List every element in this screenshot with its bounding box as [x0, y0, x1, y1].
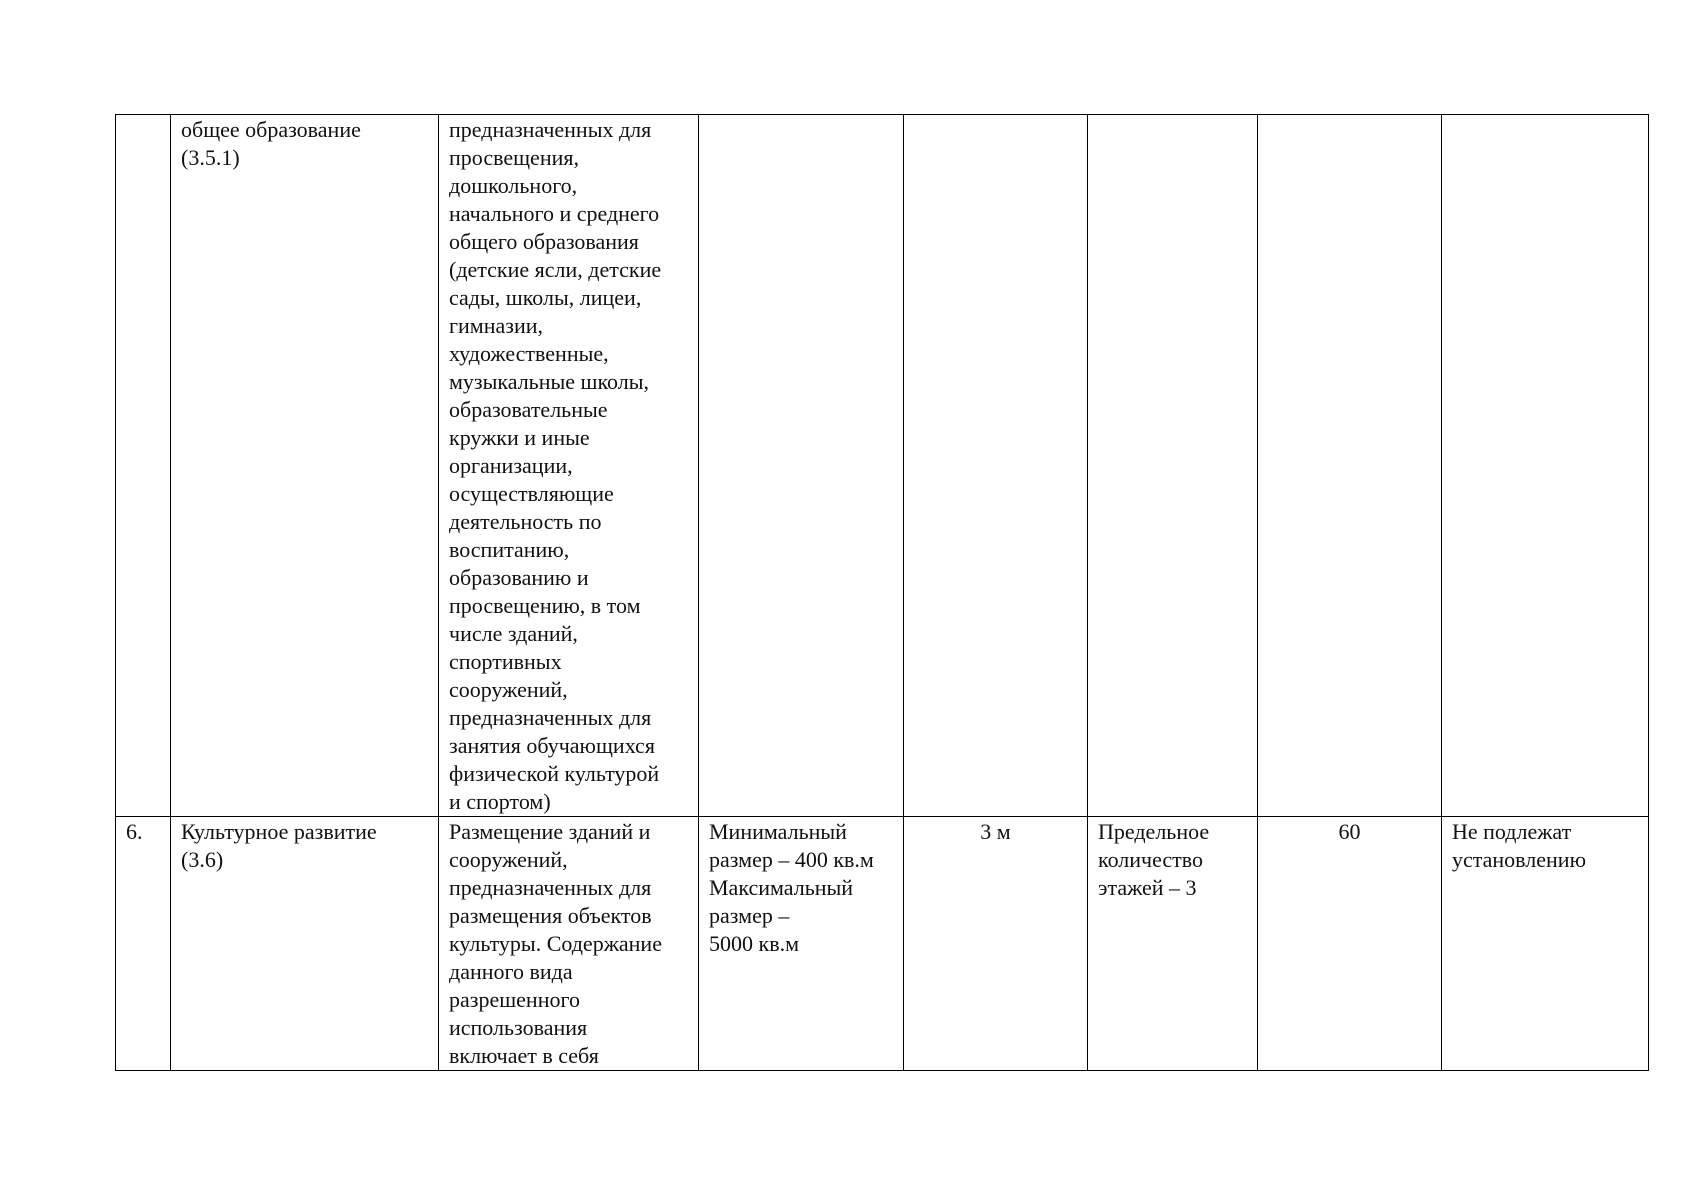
cell-description: предназначенных для просвещения, дошкольного, начального и среднего общего образования (детские ясли, детские сады, школы, лицеи, гимназии, художественные, музыкальные школы, образовательные кружки и иные организации, осуществляющие деятельность по воспитанию, образованию и просвещению, в том числе зданий, спортивных сооружений, предназначенных для занятия обучающихся физической культурой и спортом) — [439, 115, 699, 817]
cell-number: 6. — [116, 817, 171, 1071]
cell-plot-size: Минимальный размер – 400 кв.м Максимальный размер – 5000 кв.м — [699, 817, 904, 1071]
cell-floors — [1088, 115, 1258, 817]
cell-use-type: Культурное развитие (3.6) — [171, 817, 439, 1071]
zoning-table — [115, 114, 1649, 1071]
table-row — [116, 115, 1649, 817]
cell-number — [116, 115, 171, 817]
cell-setback — [904, 115, 1088, 817]
cell-use-type: общее образование (3.5.1) — [171, 115, 439, 817]
table-row — [116, 817, 1649, 1071]
cell-restrictions — [1442, 115, 1649, 817]
cell-description: Размещение зданий и сооружений, предназначенных для размещения объектов культуры. Содержание данного вида разрешенного использования включает в себя — [439, 817, 699, 1071]
cell-coverage: 60 — [1258, 817, 1442, 1071]
cell-restrictions: Не подлежат установлению — [1442, 817, 1649, 1071]
cell-plot-size — [699, 115, 904, 817]
cell-floors: Предельное количество этажей – 3 — [1088, 817, 1258, 1071]
cell-setback: 3 м — [904, 817, 1088, 1071]
cell-coverage — [1258, 115, 1442, 817]
